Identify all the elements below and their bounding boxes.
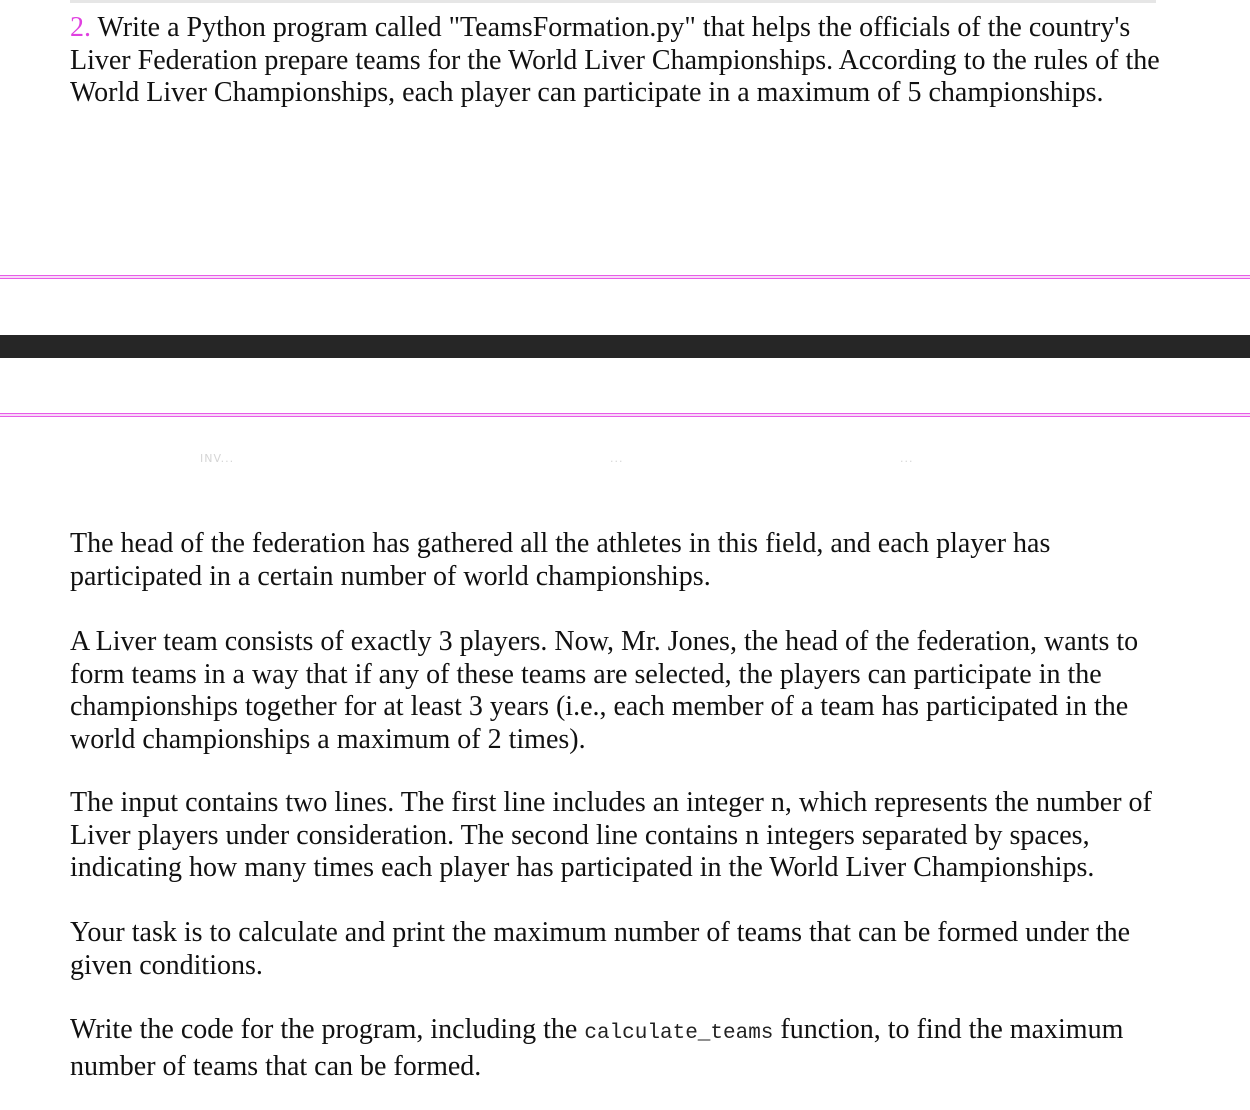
question-intro [70, 12, 1170, 110]
paragraph-federation: The head of the federation has gathered all the athletes in this field, and each player has participated in a certain number of world championships. [70, 528, 1051, 592]
light-band [0, 358, 1250, 413]
faded-label-left: INV... [200, 452, 235, 465]
paragraph-task: Your task is to calculate and print the maximum number of teams that can be formed under the given conditions. [70, 917, 1131, 981]
function-name-code: calculate_teams [584, 1022, 774, 1045]
paragraph-team-rules: A Liver team consists of exactly 3 players. Now, Mr. Jones, the head of the federation, wants to form teams in a way that if any of these teams are selected, the players can participate in the championships together for at least 3 years (i.e., each member of a team has participated in the world championships a maximum of 2 times). [70, 626, 1139, 755]
faded-label-center: ... [610, 452, 624, 465]
dark-band [0, 335, 1250, 358]
paragraph-input-format: The input contains two lines. The first line includes an integer n, which represents the number of Liver players under consideration. The second line contains n integers separated by spaces, indicating how many times each player has participated in the World Liver Championships. [70, 787, 1152, 883]
question-intro-text: Write a Python program called "TeamsFormation.py" that helps the officials of the country's Liver Federation prepare teams for the World Liver Championships. According to the rules of the World Liver Championships, each player can participate in a maximum of 5 championships. [70, 12, 1160, 108]
faded-label-right: ... [900, 452, 914, 465]
question-number: 2. [70, 12, 91, 43]
code-instruction-after: function, to find the maximum number of teams that can be formed. [70, 1014, 1124, 1082]
paragraph-code-instruction [70, 1014, 1170, 1083]
pink-divider-bottom [0, 413, 1250, 417]
code-instruction-before: Write the code for the program, including the [70, 1014, 585, 1045]
pink-divider-top [0, 275, 1250, 279]
top-divider [70, 0, 1156, 3]
